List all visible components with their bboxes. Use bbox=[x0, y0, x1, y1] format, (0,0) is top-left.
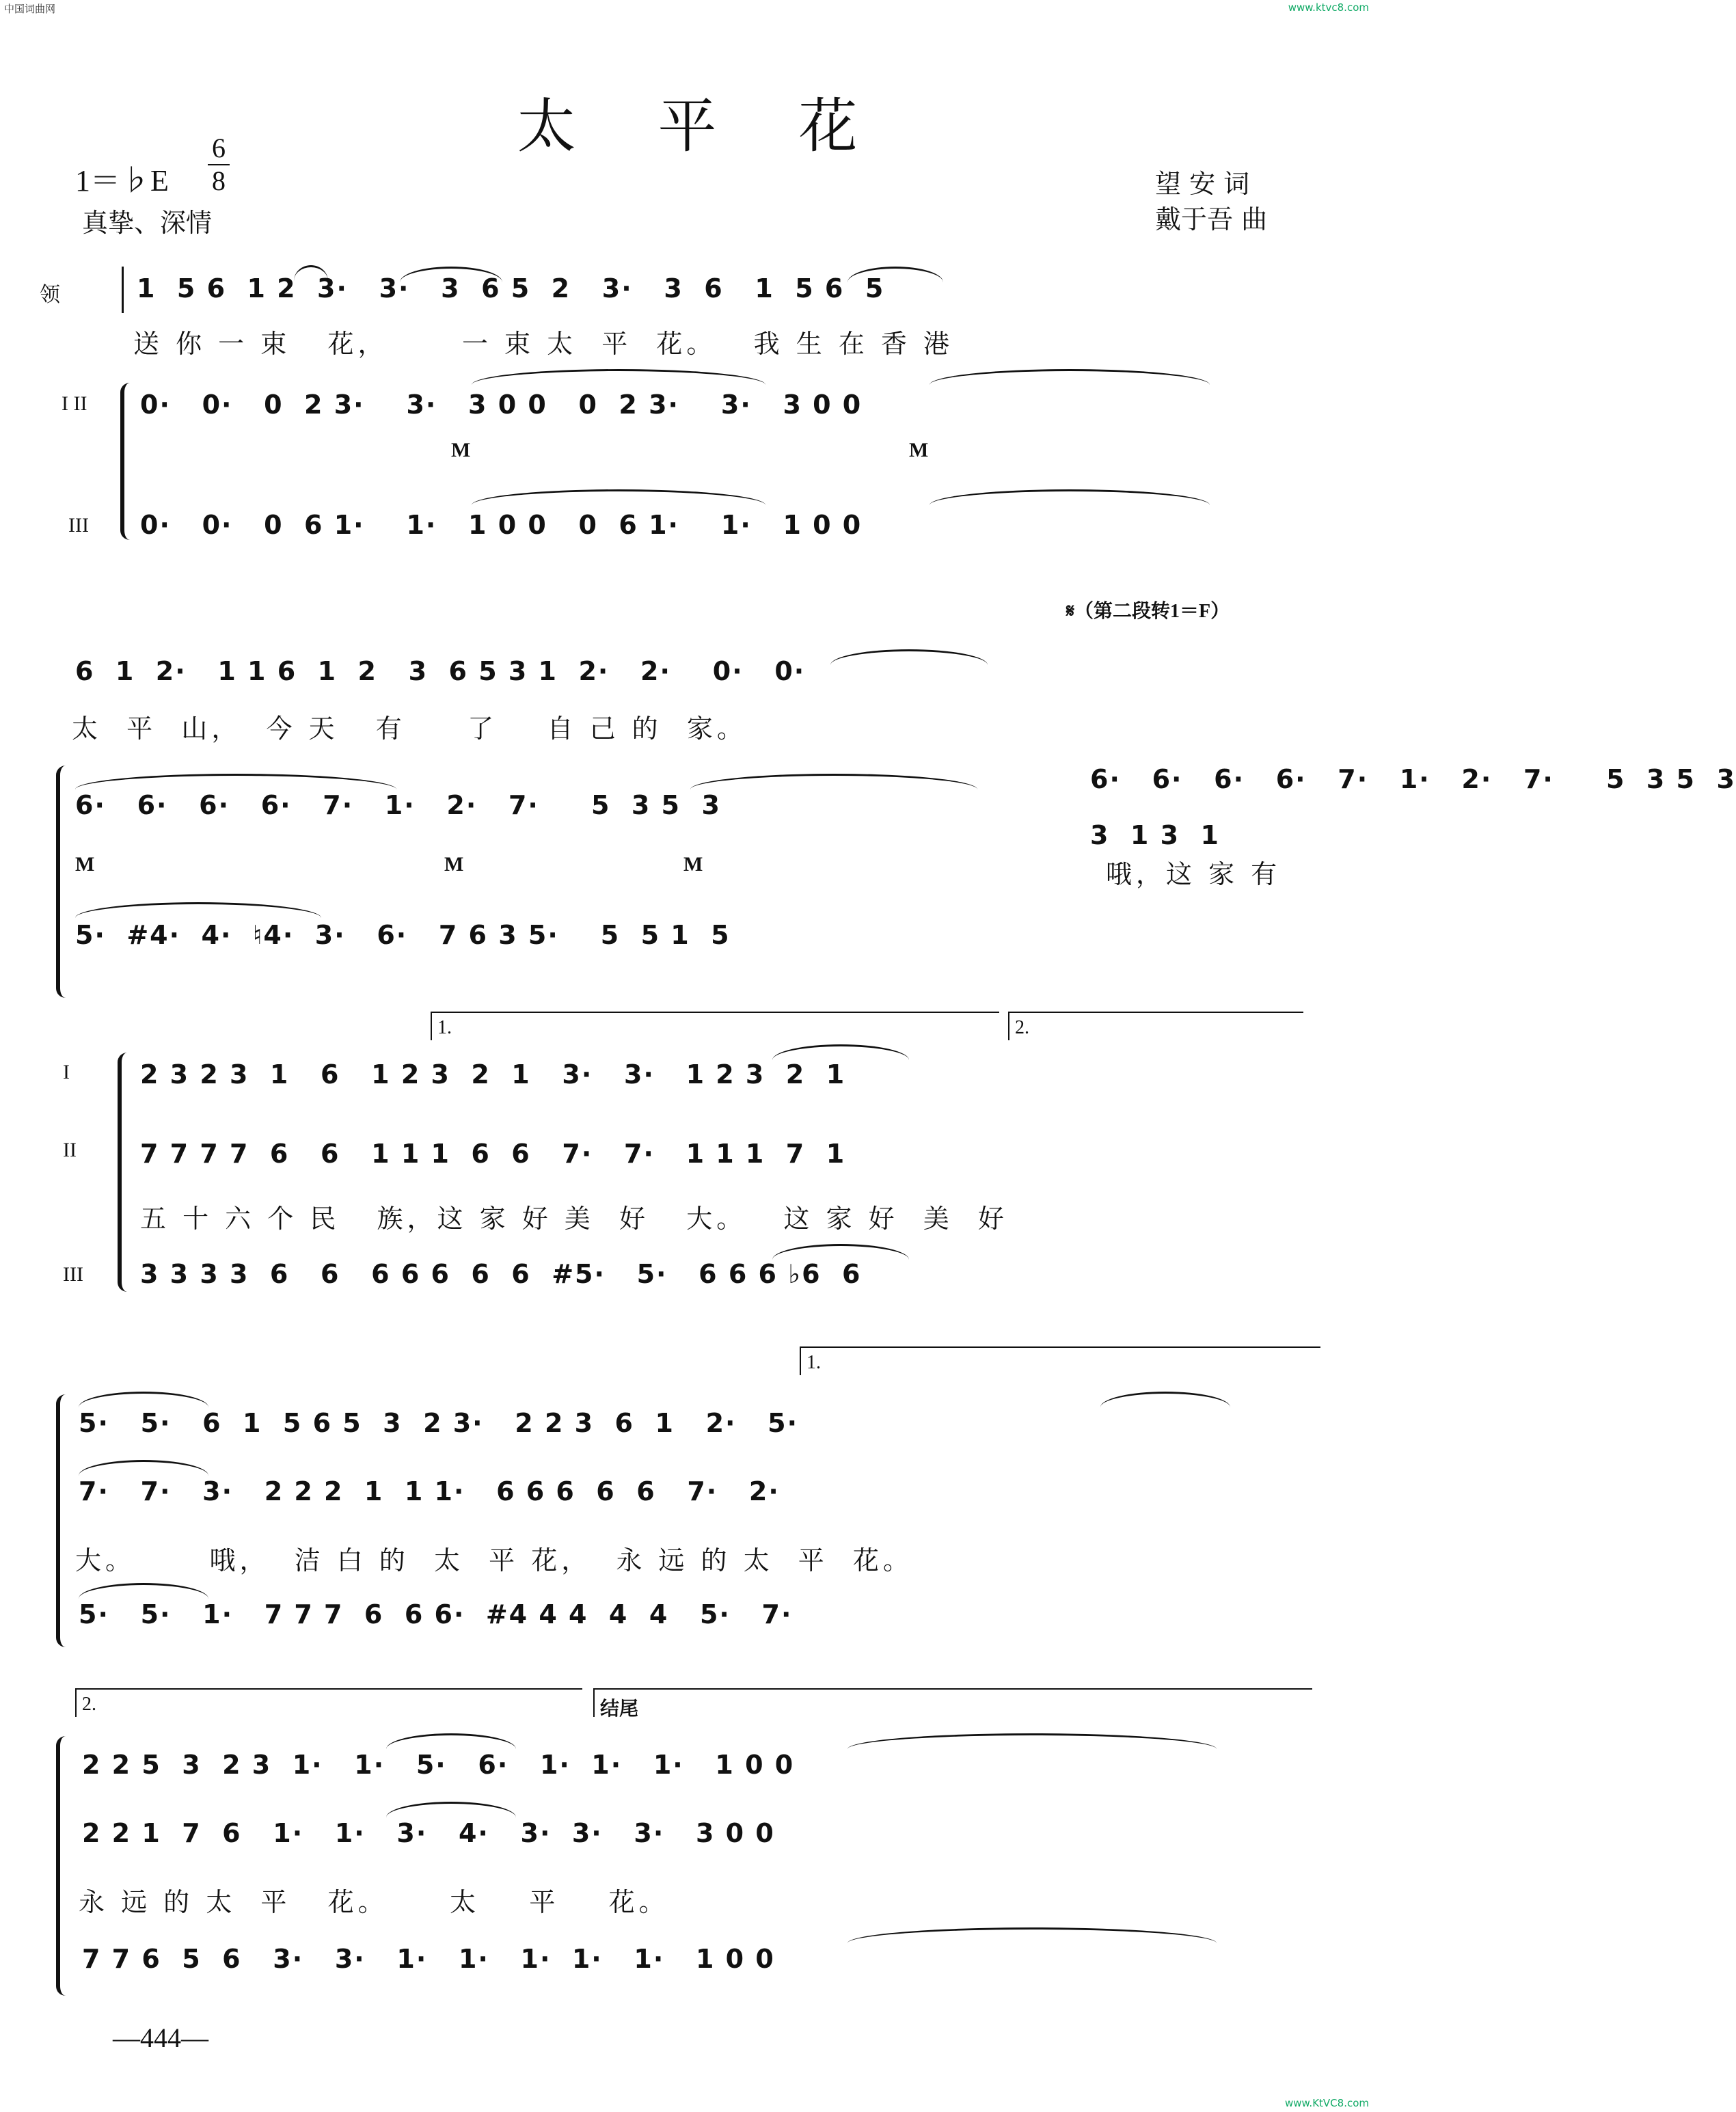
voice-label: I II bbox=[62, 392, 87, 415]
hum-mark: M bbox=[451, 439, 471, 461]
fermata bbox=[294, 265, 328, 281]
voice-label: III bbox=[68, 514, 89, 537]
tie bbox=[847, 267, 943, 282]
lyric-line: 永 远 的 太 平 花。 太 平 花。 bbox=[79, 1887, 669, 1917]
tie bbox=[472, 489, 765, 505]
tie bbox=[830, 649, 988, 665]
watermark-right-top: www.ktvc8.com bbox=[1288, 1, 1369, 14]
tie bbox=[79, 1392, 208, 1407]
voice-3-part: 0· 0· 0 6 1· 1· 1 0 0 0 6 1· 1· 1 0 0 bbox=[140, 510, 863, 540]
voice-2-part: 2 2 1 7 6 1· 1· 3· 4· 3· 3· 3· 3 0 0 bbox=[82, 1818, 775, 1848]
volta-bracket bbox=[800, 1346, 1320, 1375]
voice-12-divisi-lower: 3 1 3 1 bbox=[1090, 820, 1220, 850]
tie bbox=[386, 1802, 516, 1817]
tie bbox=[386, 1733, 516, 1749]
lead-melody: 1 5 6 1 2 3· 3· 3 6 5 2 3· 3 6 1 5 6 5 bbox=[137, 273, 885, 303]
voice-1-part: 2 2 5 3 2 3 1· 1· 5· 6· 1· 1· 1· 1 0 0 bbox=[82, 1750, 795, 1780]
brace bbox=[118, 1053, 128, 1292]
tie bbox=[930, 489, 1210, 505]
tie bbox=[772, 1244, 909, 1260]
volta-1: 1. bbox=[806, 1352, 821, 1373]
voice-label: I bbox=[63, 1061, 70, 1083]
hum-mark: M bbox=[683, 853, 703, 876]
tie bbox=[472, 369, 765, 385]
song-title: 太平花 bbox=[517, 92, 940, 161]
voice-3-part: 5· #4· 4· ♮4· 3· 6· 7 6 3 5· 5 5 1 5 bbox=[75, 920, 731, 950]
tie bbox=[847, 1927, 1217, 1943]
brace bbox=[56, 1394, 67, 1647]
page-number: —444— bbox=[113, 2022, 208, 2053]
lyric-line: 大。 哦， 洁 白 的 太 平 花， 永 远 的 太 平 花。 bbox=[75, 1545, 913, 1575]
voice-12-divisi-upper: 6· 6· 6· 6· 7· 1· 2· 7· 5 3 5 3 bbox=[1090, 764, 1736, 794]
volta-1: 1. bbox=[437, 1017, 452, 1038]
barline bbox=[122, 267, 124, 313]
key-signature: 1＝♭E bbox=[75, 164, 169, 198]
tie bbox=[400, 267, 502, 282]
lyric-line: 太 平 山， 今 天 有 了 自 己 的 家。 bbox=[72, 714, 747, 744]
lead-melody: 6 1 2· 1 1 6 1 2 3 6 5 3 1 2· 2· 0· 0· bbox=[75, 656, 806, 686]
tie bbox=[690, 774, 977, 789]
composer-credit: 戴于吾 曲 bbox=[1155, 204, 1268, 234]
tie bbox=[1100, 1392, 1230, 1407]
lead-label: 领 bbox=[40, 284, 60, 306]
segno-key-change: 𝄋（第二段转1＝F） bbox=[1066, 601, 1230, 622]
brace bbox=[56, 1736, 67, 1996]
time-signature: 6 8 bbox=[205, 134, 232, 195]
voice-3-part: 3 3 3 3 6 6 6 6 6 6 6 #5· 5· 6 6 6 ♭6 6 bbox=[140, 1259, 862, 1289]
watermark-right-bottom: www.KtVC8.com bbox=[1285, 2097, 1369, 2109]
volta-bracket bbox=[431, 1012, 999, 1040]
lyricist-credit: 望 安 词 bbox=[1155, 169, 1250, 199]
tie bbox=[75, 902, 321, 918]
voice-12-part: 0· 0· 0 2 3· 3· 3 0 0 0 2 3· 3· 3 0 0 bbox=[140, 390, 863, 420]
hum-mark: M bbox=[75, 853, 95, 876]
voice-12-part: 6· 6· 6· 6· 7· 1· 2· 7· 5 3 5 3 bbox=[75, 790, 721, 820]
voice-3-part: 5· 5· 1· 7 7 7 6 6 6· #4 4 4 4 4 5· 7· bbox=[79, 1599, 793, 1629]
volta-bracket bbox=[1008, 1012, 1303, 1040]
coda-label: 结尾 bbox=[600, 1698, 639, 1720]
voice-3-part: 7 7 6 5 6 3· 3· 1· 1· 1· 1· 1· 1 0 0 bbox=[82, 1944, 775, 1974]
voice-label: II bbox=[63, 1139, 77, 1161]
tie bbox=[79, 1583, 208, 1599]
voice-2-part: 7 7 7 7 6 6 1 1 1 6 6 7· 7· 1 1 1 7 1 bbox=[140, 1139, 846, 1169]
tie bbox=[75, 774, 396, 789]
hum-mark: M bbox=[909, 439, 929, 461]
lyric-line: 哦，这 家 有 bbox=[1106, 859, 1281, 889]
volta-2: 2. bbox=[82, 1694, 96, 1715]
tie bbox=[772, 1044, 909, 1060]
brace bbox=[120, 383, 131, 540]
voice-label: III bbox=[63, 1263, 83, 1286]
tie bbox=[847, 1733, 1217, 1749]
brace bbox=[56, 766, 67, 998]
volta-2: 2. bbox=[1015, 1017, 1029, 1038]
voice-1-part: 2 3 2 3 1 6 1 2 3 2 1 3· 3· 1 2 3 2 1 bbox=[140, 1059, 846, 1089]
tie bbox=[79, 1460, 208, 1476]
volta-bracket bbox=[75, 1688, 582, 1717]
tempo-marking: 真挚、深情 bbox=[82, 208, 213, 238]
hum-mark: M bbox=[444, 853, 464, 876]
voice-2-part: 7· 7· 3· 2 2 2 1 1 1· 6 6 6 6 6 7· 2· bbox=[79, 1476, 780, 1506]
watermark-left: 中国词曲网 bbox=[4, 3, 56, 15]
lyric-line: 送 你 一 束 花， 一 束 太 平 花。 我 生 在 香 港 bbox=[133, 329, 953, 359]
coda-bracket bbox=[593, 1688, 1312, 1717]
lyric-line: 五 十 六 个 民 族，这 家 好 美 好 大。 这 家 好 美 好 bbox=[140, 1204, 1008, 1234]
tie bbox=[930, 369, 1210, 385]
voice-1-part: 5· 5· 6 1 5 6 5 3 2 3· 2 2 3 6 1 2· 5· bbox=[79, 1408, 799, 1438]
